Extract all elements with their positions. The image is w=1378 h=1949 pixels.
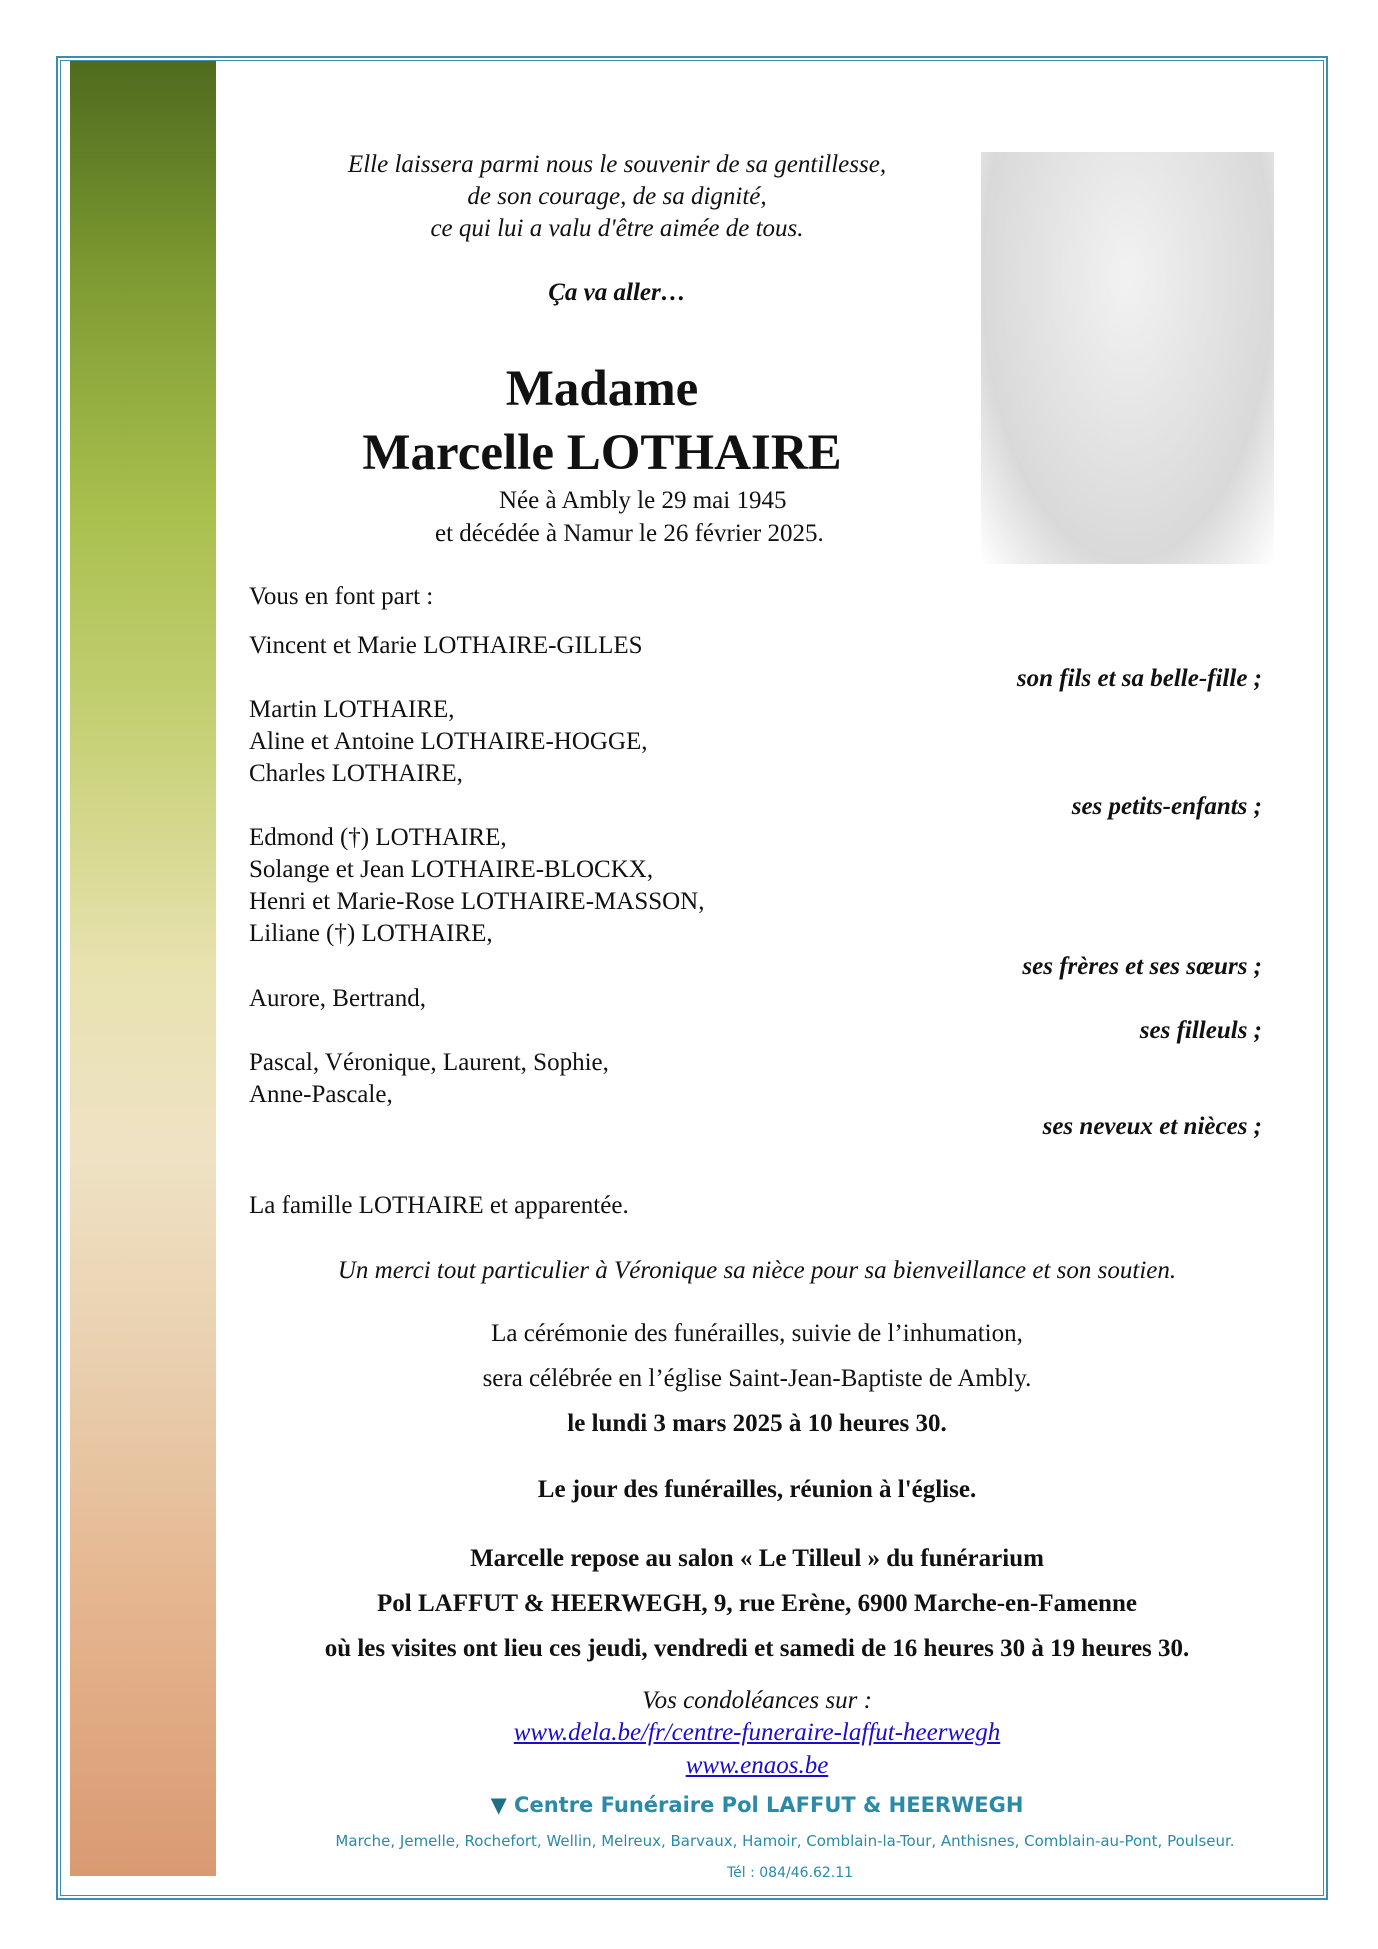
family-name: Henri et Marie-Rose LOTHAIRE-MASSON, [249,888,705,915]
visit-line: Pol LAFFUT & HEERWEGH, 9, rue Erène, 6900 Marche-en-Famenne [377,1590,1137,1617]
visit-line: où les visites ont lieu ces jeudi, vendredi et samedi de 16 heures 30 à 19 heures 30. [324,1635,1190,1662]
visit-line: Marcelle repose au salon « Le Tilleul » du funérarium [470,1545,1044,1572]
motto: Ça va aller… [548,279,686,306]
company-name [491,1790,1024,1820]
condolences-label: Vos condoléances sur : [642,1687,872,1714]
family-name: Liliane (†) LOTHAIRE, [249,920,493,947]
family-relation: ses frères et ses sœurs ; [1022,953,1262,980]
portrait-photo [981,152,1274,564]
intro: Vous en font part : [249,583,434,610]
forest-image-strip [70,61,216,1876]
title: Madame [505,361,699,417]
deceased-name: Marcelle LOTHAIRE [362,425,842,481]
family-name: Aurore, Bertrand, [249,985,427,1012]
company-label: Centre Funéraire Pol LAFFUT & HEERWEGH [514,1793,1024,1817]
phone: Tél : 084/46.62.11 [726,1865,854,1881]
family-name: Martin LOTHAIRE, [249,696,455,723]
family-relation: ses neveux et nièces ; [1042,1113,1262,1140]
family-relation: ses filleuls ; [1139,1017,1262,1044]
family-name: Aline et Antoine LOTHAIRE-HOGGE, [249,728,648,755]
closing: La famille LOTHAIRE et apparentée. [249,1192,629,1219]
family-name: Anne-Pascale, [249,1081,393,1108]
ceremony-line: La cérémonie des funérailles, suivie de l’inhumation, [491,1320,1023,1347]
death-info: et décédée à Namur le 26 février 2025. [435,520,824,547]
family-name: Edmond (†) LOTHAIRE, [249,824,507,851]
triangle-down-icon: ▼ [490,1793,507,1817]
thanks: Un merci tout particulier à Véronique sa nièce pour sa bienveillance et son soutien. [337,1257,1177,1284]
towns: Marche, Jemelle, Rochefort, Wellin, Melreux, Barvaux, Hamoir, Comblain-la-Tour, Anthisnes, Comblain-au-Pont, Poulseur. [335,1832,1235,1850]
quote-line: de son courage, de sa dignité, [467,183,767,210]
family-name: Pascal, Véronique, Laurent, Sophie, [249,1049,609,1076]
meeting: Le jour des funérailles, réunion à l'église. [537,1476,977,1503]
birth-info: Née à Ambly le 29 mai 1945 [499,487,787,514]
enaos-link[interactable]: www.enaos.be [685,1752,829,1779]
family-name: Solange et Jean LOTHAIRE-BLOCKX, [249,856,654,883]
family-name: Charles LOTHAIRE, [249,760,463,787]
quote-line: ce qui lui a valu d'être aimée de tous. [430,215,804,242]
ceremony-date: le lundi 3 mars 2025 à 10 heures 30. [567,1410,947,1437]
family-name: Vincent et Marie LOTHAIRE-GILLES [249,632,643,659]
ceremony-line: sera célébrée en l’église Saint-Jean-Baptiste de Ambly. [482,1365,1032,1392]
family-relation: ses petits-enfants ; [1071,793,1262,820]
family-relation: son fils et sa belle-fille ; [1016,665,1262,692]
quote-line: Elle laissera parmi nous le souvenir de sa gentillesse, [347,151,887,178]
dela-link[interactable]: www.dela.be/fr/centre-funeraire-laffut-heerwegh [513,1719,1001,1746]
